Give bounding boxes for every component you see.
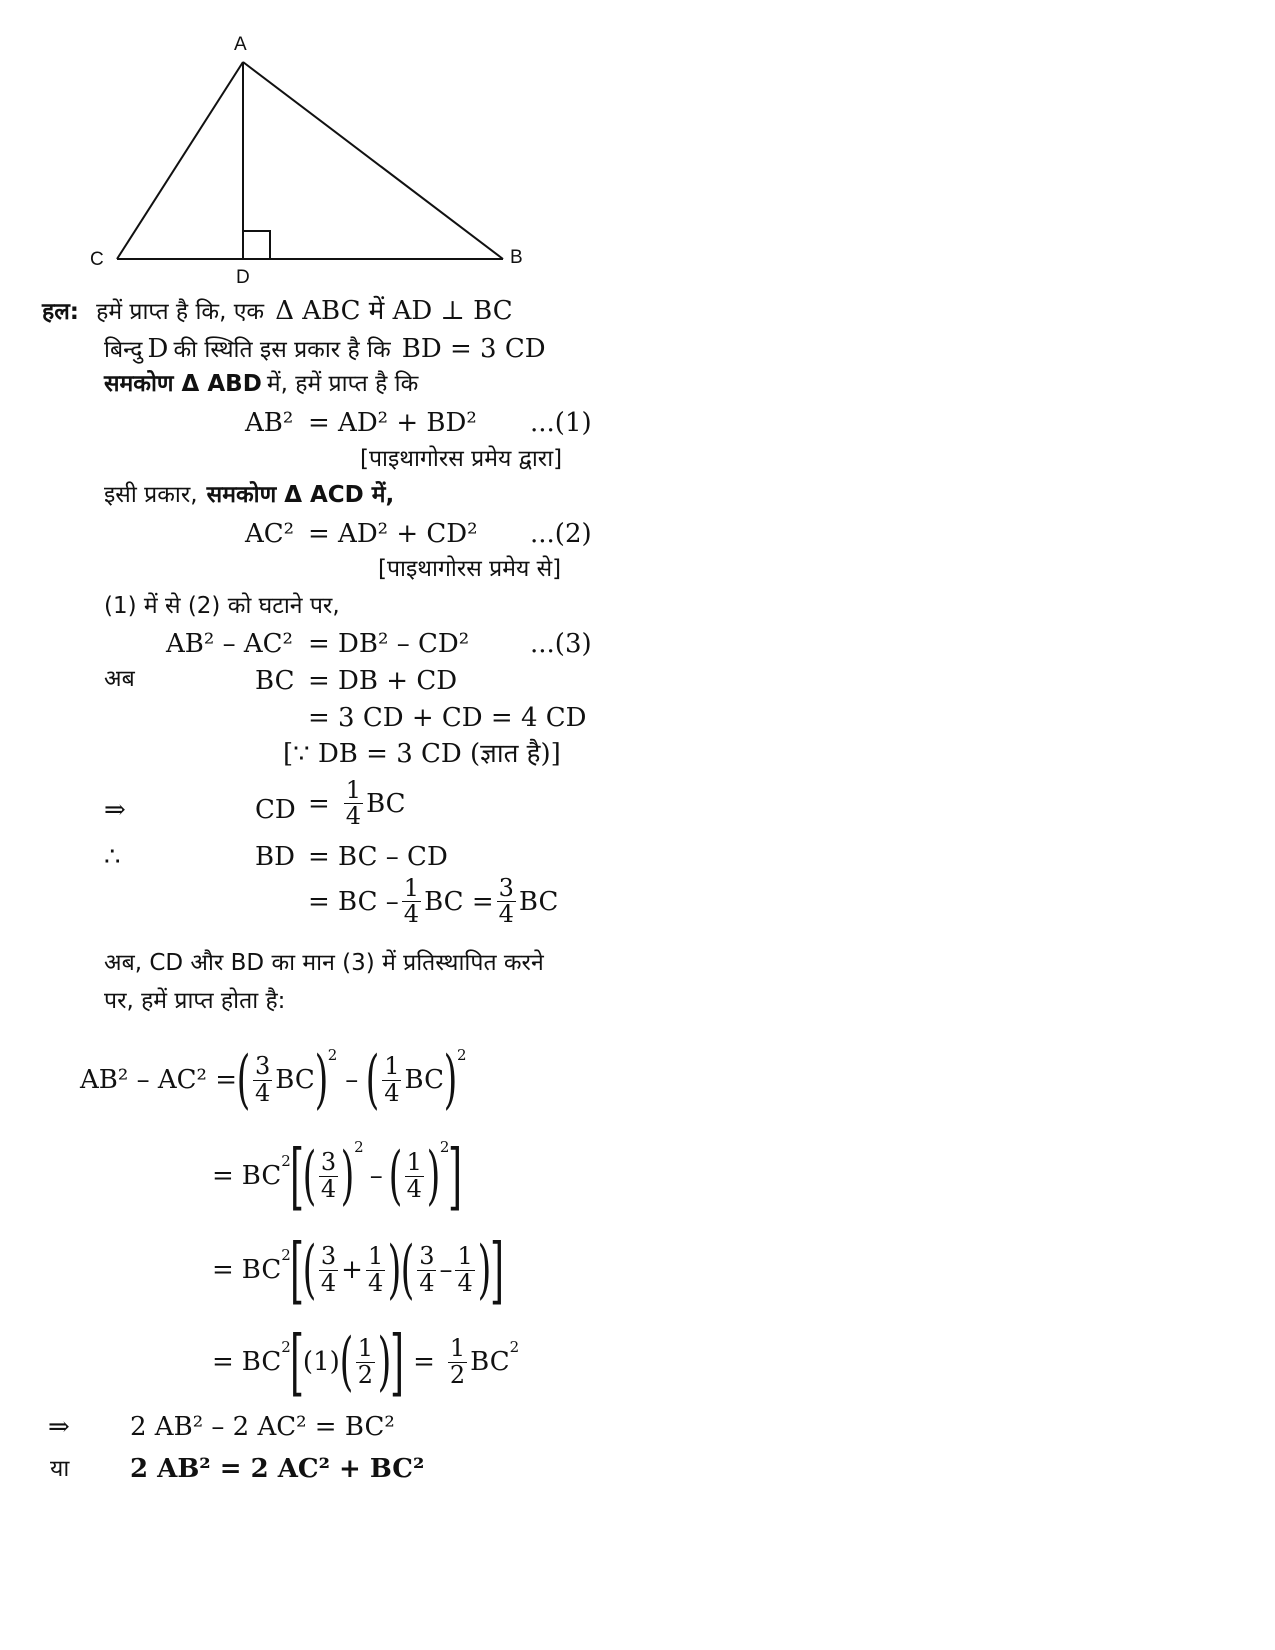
eq7-lhs: BD — [255, 842, 295, 872]
eq8: = BC – 1 4 BC = $\frac{3}{4}$ BC — [308, 874, 559, 929]
eq5-rhs: = 3 CD + CD = 4 CD — [308, 703, 587, 733]
fraction-one-quarter-2: 1 4 — [403, 874, 420, 929]
eq3-rhs: = DB² – CD² — [308, 629, 470, 659]
final-line-2: 2 AB² = 2 AC² + BC² — [130, 1454, 425, 1484]
fraction-3-4-c: 3 4 — [419, 1242, 435, 1297]
final-line-1: 2 AB² – 2 AC² = BC² — [130, 1412, 395, 1442]
eq6-lhs: CD — [255, 795, 296, 825]
implies-symbol-1: ⇒ — [104, 795, 126, 825]
eq7-rhs: = BC – CD — [308, 842, 448, 872]
fraction-1-4: 1 4 — [406, 1148, 422, 1203]
vertex-b-label: B — [510, 247, 523, 268]
big-eq-4: = BC 2 [ (1) ( 1 2 ) ] = $\frac{1}{2}$ BC 2 — [212, 1320, 520, 1404]
big-eq-2: = BC 2 [ ( 3 4 ) 2 – ( 1 4 ) 2 ] — [212, 1134, 463, 1218]
fraction-1-4-b: $\frac{1}{4}$ — [367, 1242, 384, 1297]
fraction-3-4: 3 4 — [320, 1148, 337, 1203]
eq4-lhs: BC — [255, 666, 295, 696]
vertex-c-label: C — [90, 249, 104, 270]
big-eq-1: AB² – AC² = ( 3 4 BC ) 2 – ( 1 4 BC ) 2 — [80, 1043, 467, 1117]
solution-line-7: पर, हमें प्राप्त होता है: — [104, 988, 286, 1014]
ya-word: या — [50, 1456, 70, 1482]
eq1-lhs: AB² — [245, 408, 294, 438]
fraction-3-4-b: 3 4 — [320, 1242, 337, 1297]
eq2-rhs: = AD² + CD² — [308, 519, 478, 549]
vertex-d-label: D — [236, 267, 250, 288]
solution-line-6: अब, CD और BD का मान (3) में प्रतिस्थापित करने — [104, 950, 544, 976]
fraction-one-quarter: $\frac{1}{4}$ — [345, 776, 362, 831]
big-eq-3: = BC 2 [ ( 3 4 + $\frac{1}{4}$ ) ( 3 4 – 1 4 ) ] — [212, 1228, 504, 1312]
eq1-reason: [पाइथागोरस प्रमेय द्वारा] — [360, 446, 563, 472]
eq2-reason: [पाइथागोरस प्रमेय से] — [378, 556, 562, 582]
eq1-rhs: = AD² + BD² — [308, 408, 477, 438]
solution-line-4: इसी प्रकार, समकोण Δ ACD में, — [104, 482, 395, 508]
fraction-1-2: 1 2 — [357, 1334, 374, 1389]
fraction-1-4-c: 1 4 — [457, 1242, 473, 1297]
eq3-number: ...(3) — [530, 629, 592, 659]
fraction-1-2-b: $\frac{1}{2}$ — [449, 1334, 466, 1389]
solution-line-2: बिन्दु D की स्थिति इस प्रकार है कि BD = 3 CD — [104, 334, 546, 364]
solution-line-3: समकोण Δ ABD में, हमें प्राप्त है कि — [104, 371, 419, 397]
solution-heading: हल: — [42, 299, 80, 325]
right-angle-mark — [243, 231, 270, 259]
eq5-reason: [∵ DB = 3 CD (ज्ञात है)] — [283, 739, 561, 769]
eq3-lhs: AB² – AC² — [166, 629, 293, 659]
vertex-a-label: A — [234, 34, 247, 55]
fraction-one-quarter-big: 1 4 — [384, 1052, 400, 1107]
side-ab — [243, 62, 503, 259]
eq2-number: ...(2) — [530, 519, 592, 549]
eq4-rhs: = DB + CD — [308, 666, 458, 696]
ab-word: अब — [104, 666, 135, 692]
fraction-three-quarter: $\frac{3}{4}$ — [498, 874, 514, 929]
fraction-three-quarter-big: 3 4 — [254, 1052, 271, 1107]
therefore-symbol: ∴ — [104, 842, 121, 872]
eq2-lhs: AC² — [245, 519, 295, 549]
solution-line-1: हल: हमें प्राप्त है कि, एक Δ ABC में AD ⊥ BC — [42, 296, 513, 326]
implies-symbol-2: ⇒ — [48, 1412, 70, 1442]
solution-line-5: (1) में से (2) को घटाने पर, — [104, 593, 340, 619]
eq1-number: ...(1) — [530, 408, 592, 438]
eq6-rhs: = $\frac{1}{4}$ BC — [308, 776, 406, 831]
side-ca — [117, 62, 243, 259]
